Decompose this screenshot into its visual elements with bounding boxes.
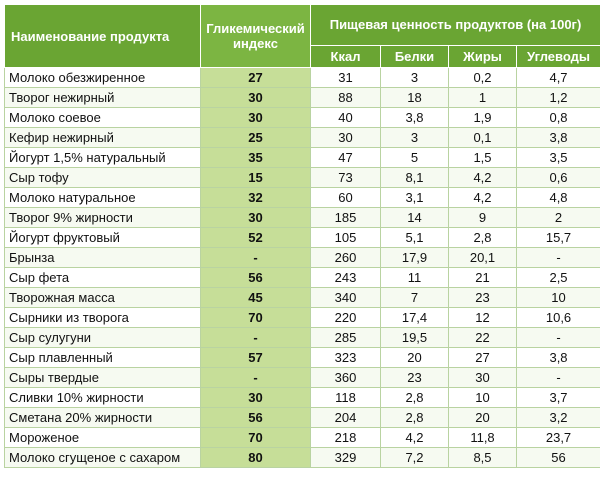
cell-kcal: 40 [311,108,381,128]
cell-kcal: 218 [311,428,381,448]
table-row [5,328,600,348]
cell-glycemic-index: 70 [201,428,311,448]
cell-carbs: 0,8 [517,108,600,128]
cell-fat: 12 [449,308,517,328]
table-row [5,208,600,228]
cell-protein: 7,2 [381,448,449,468]
table-row [5,148,600,168]
cell-carbs: 4,8 [517,188,600,208]
cell-product-name: Сыр плавленный [5,348,201,368]
cell-product-name: Мороженое [5,428,201,448]
cell-glycemic-index: 27 [201,68,311,88]
table-row [5,168,600,188]
nutrition-table [4,4,600,468]
cell-carbs: 10,6 [517,308,600,328]
cell-carbs: - [517,368,600,388]
nutrition-table-container [4,4,600,468]
header-product-name: Наименование продукта [5,5,201,68]
cell-kcal: 47 [311,148,381,168]
cell-carbs: 3,2 [517,408,600,428]
cell-carbs: 2 [517,208,600,228]
cell-kcal: 88 [311,88,381,108]
cell-carbs: 1,2 [517,88,600,108]
cell-product-name: Сырники из творога [5,308,201,328]
cell-carbs: 56 [517,448,600,468]
table-row [5,248,600,268]
cell-product-name: Сыр фета [5,268,201,288]
cell-fat: 20 [449,408,517,428]
cell-product-name: Сливки 10% жирности [5,388,201,408]
cell-kcal: 30 [311,128,381,148]
cell-protein: 3 [381,128,449,148]
header-kcal: Ккал [311,46,381,68]
cell-glycemic-index: 52 [201,228,311,248]
cell-kcal: 329 [311,448,381,468]
cell-kcal: 118 [311,388,381,408]
header-carbs: Углеводы [517,46,600,68]
cell-fat: 2,8 [449,228,517,248]
cell-fat: 8,5 [449,448,517,468]
cell-protein: 19,5 [381,328,449,348]
header-fat: Жиры [449,46,517,68]
table-row [5,88,600,108]
cell-product-name: Сметана 20% жирности [5,408,201,428]
cell-carbs: 3,5 [517,148,600,168]
cell-fat: 22 [449,328,517,348]
cell-kcal: 323 [311,348,381,368]
cell-glycemic-index: 30 [201,108,311,128]
cell-protein: 5 [381,148,449,168]
cell-product-name: Кефир нежирный [5,128,201,148]
cell-glycemic-index: 25 [201,128,311,148]
cell-fat: 4,2 [449,188,517,208]
cell-fat: 20,1 [449,248,517,268]
cell-glycemic-index: 30 [201,88,311,108]
cell-product-name: Сыры твердые [5,368,201,388]
cell-kcal: 340 [311,288,381,308]
cell-product-name: Творожная масса [5,288,201,308]
cell-carbs: 10 [517,288,600,308]
cell-protein: 18 [381,88,449,108]
cell-fat: 27 [449,348,517,368]
cell-glycemic-index: 57 [201,348,311,368]
cell-protein: 3,1 [381,188,449,208]
table-row [5,428,600,448]
cell-product-name: Йогурт фруктовый [5,228,201,248]
header-protein: Белки [381,46,449,68]
table-row [5,128,600,148]
cell-glycemic-index: - [201,328,311,348]
cell-protein: 11 [381,268,449,288]
cell-kcal: 60 [311,188,381,208]
cell-kcal: 105 [311,228,381,248]
cell-carbs: 3,8 [517,348,600,368]
cell-glycemic-index: 70 [201,308,311,328]
cell-fat: 21 [449,268,517,288]
cell-fat: 11,8 [449,428,517,448]
cell-glycemic-index: 80 [201,448,311,468]
table-row [5,108,600,128]
cell-glycemic-index: 30 [201,208,311,228]
cell-product-name: Йогурт 1,5% натуральный [5,148,201,168]
cell-protein: 7 [381,288,449,308]
cell-glycemic-index: - [201,248,311,268]
cell-product-name: Молоко натуральное [5,188,201,208]
header-glycemic-index: Гликемический индекс [201,5,311,68]
cell-product-name: Творог нежирный [5,88,201,108]
cell-protein: 2,8 [381,408,449,428]
cell-glycemic-index: 56 [201,268,311,288]
table-row [5,408,600,428]
cell-protein: 5,1 [381,228,449,248]
table-row [5,348,600,368]
cell-product-name: Сыр сулугуни [5,328,201,348]
cell-kcal: 285 [311,328,381,348]
cell-product-name: Молоко сгущеное с сахаром [5,448,201,468]
cell-protein: 4,2 [381,428,449,448]
cell-fat: 0,1 [449,128,517,148]
cell-carbs: 3,7 [517,388,600,408]
cell-carbs: 15,7 [517,228,600,248]
table-row [5,228,600,248]
cell-product-name: Молоко обезжиренное [5,68,201,88]
cell-protein: 8,1 [381,168,449,188]
cell-glycemic-index: 15 [201,168,311,188]
cell-glycemic-index: 56 [201,408,311,428]
cell-fat: 1,5 [449,148,517,168]
cell-carbs: 2,5 [517,268,600,288]
cell-kcal: 185 [311,208,381,228]
cell-kcal: 31 [311,68,381,88]
cell-product-name: Творог 9% жирности [5,208,201,228]
cell-kcal: 260 [311,248,381,268]
cell-glycemic-index: - [201,368,311,388]
cell-carbs: 0,6 [517,168,600,188]
cell-product-name: Брынза [5,248,201,268]
cell-carbs: 23,7 [517,428,600,448]
table-row [5,448,600,468]
cell-kcal: 243 [311,268,381,288]
cell-protein: 17,9 [381,248,449,268]
cell-fat: 23 [449,288,517,308]
table-row [5,68,600,88]
cell-kcal: 220 [311,308,381,328]
cell-glycemic-index: 45 [201,288,311,308]
cell-fat: 9 [449,208,517,228]
cell-fat: 1 [449,88,517,108]
table-row [5,268,600,288]
cell-fat: 30 [449,368,517,388]
cell-fat: 4,2 [449,168,517,188]
cell-fat: 1,9 [449,108,517,128]
cell-fat: 10 [449,388,517,408]
cell-product-name: Сыр тофу [5,168,201,188]
cell-kcal: 73 [311,168,381,188]
table-row [5,368,600,388]
table-body [5,68,600,468]
cell-carbs: - [517,328,600,348]
cell-product-name: Молоко соевое [5,108,201,128]
header-row-top [5,5,600,46]
cell-carbs: 3,8 [517,128,600,148]
cell-glycemic-index: 32 [201,188,311,208]
cell-protein: 20 [381,348,449,368]
cell-protein: 17,4 [381,308,449,328]
table-row [5,388,600,408]
cell-protein: 14 [381,208,449,228]
cell-protein: 3 [381,68,449,88]
table-row [5,308,600,328]
table-row [5,188,600,208]
header-nutrition-group: Пищевая ценность продуктов (на 100г) [311,5,600,46]
cell-protein: 23 [381,368,449,388]
cell-glycemic-index: 30 [201,388,311,408]
cell-carbs: 4,7 [517,68,600,88]
cell-protein: 3,8 [381,108,449,128]
cell-protein: 2,8 [381,388,449,408]
cell-kcal: 360 [311,368,381,388]
cell-kcal: 204 [311,408,381,428]
cell-glycemic-index: 35 [201,148,311,168]
cell-fat: 0,2 [449,68,517,88]
table-row [5,288,600,308]
cell-carbs: - [517,248,600,268]
